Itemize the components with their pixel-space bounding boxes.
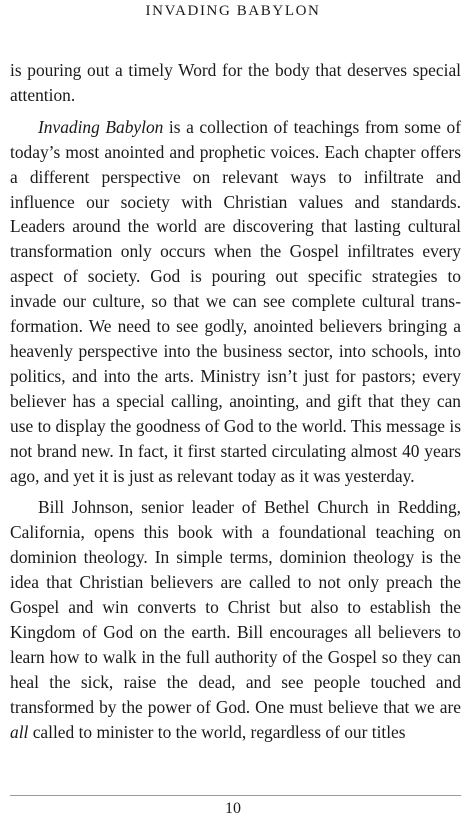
paragraph-book-description [10, 115, 461, 489]
emphasis-italic: all [10, 721, 29, 742]
running-header: INVADING BABYLON [145, 3, 321, 19]
paragraph-text: is a collection of teachings from some of today’s most anointed and prophetic voices. Each chapter offers a different perspective on relevant ways to infiltrate and influence our society with Christian values and standards. Leaders around the world are discovering that lasting cultural transformation only occurs when the Gospel infiltrates every aspect of society. God is pouring out specific strategies to invade our culture, so that we can see complete cultural transformation. We need to see godly, anointed believers bringing a heavenly perspective into the business sector, into schools, into politics, and into the arts. Ministry isn’t just for pastors; every believer has a special calling, anointing, and gift that they can use to display the goodness of God to the world. This message is not brand new. In fact, it first started circulating almost 40 years ago, and yet it is just as relevant today as it was yesterday. [10, 116, 461, 486]
paragraph-bill-johnson [10, 495, 461, 744]
paragraph-continued [10, 58, 461, 108]
paragraph-text: called to minister to the world, regardless of our titles [28, 721, 406, 742]
paragraph-text: is pouring out a timely Word for the body that deserves special attention. [10, 60, 461, 105]
paragraph-text: Bill Johnson, senior leader of Bethel Church in Redding, California, opens this book with a foundational teaching on dominion theology. In simple terms, dominion theology is the idea that Christian believers are called to not only preach the Gospel and win converts to Christ but also to establish the Kingdom of God on the earth. Bill encourages all believers to learn how to walk in the full authority of the Gospel so they can heal the sick, raise the dead, and see people touched and transformed by the power of God. One must believe that we are [10, 497, 461, 717]
footer-rule [10, 795, 461, 796]
book-title-italic: Invading Babylon [38, 116, 164, 137]
page-body [10, 58, 461, 744]
page-number: 10 [225, 800, 241, 817]
